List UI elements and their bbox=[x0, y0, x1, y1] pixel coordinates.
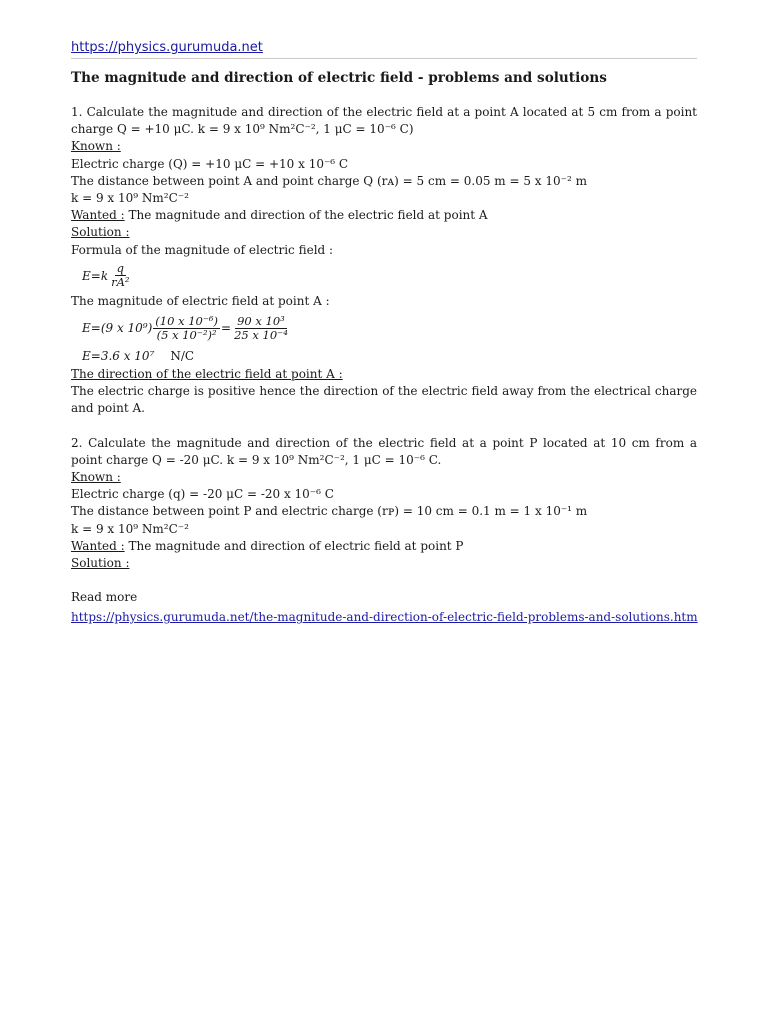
problem-1-magnitude-label: The magnitude of electric field at point A : bbox=[71, 293, 330, 308]
eq1-lhs: E=k bbox=[82, 268, 109, 283]
equation-field-formula bbox=[71, 259, 697, 293]
problem-2-wanted-text: The magnitude and direction of electric field at point P bbox=[124, 538, 464, 553]
eq1-denominator: rA² bbox=[111, 275, 130, 290]
problem-1-wanted-label: Wanted : bbox=[71, 208, 125, 223]
problem-1-distance: The distance between point A and point charge Q (rᴀ) = 5 cm = 0.05 m = 5 x 10⁻² m bbox=[71, 173, 587, 188]
eq2-numerator-2: 90 x 10³ bbox=[237, 313, 285, 328]
problem-2-k: k = 9 x 10⁹ Nm²C⁻² bbox=[71, 521, 189, 536]
problem-1-formula-label: Formula of the magnitude of electric field : bbox=[71, 242, 334, 257]
document-page bbox=[71, 36, 697, 626]
problem-1-k: k = 9 x 10⁹ Nm²C⁻² bbox=[71, 191, 189, 206]
eq2-lhs: E=(9 x 10⁹) bbox=[82, 321, 153, 336]
read-more-label: Read more bbox=[71, 590, 138, 605]
eq2-denominator-2: 25 x 10⁻⁴ bbox=[234, 327, 288, 342]
problem-2-solution-label: Solution : bbox=[71, 556, 130, 571]
problem-2-wanted-label: Wanted : bbox=[71, 538, 125, 553]
header-divider bbox=[71, 58, 697, 59]
problem-1-question: 1. Calculate the magnitude and direction of the electric field at a point A located at 5 cm from a point charge Q = +10 μC. k = 9 x 10⁹ Nm²C⁻², 1 μC = 10⁻⁶ C) bbox=[71, 105, 697, 137]
eq1-fraction bbox=[109, 262, 131, 289]
read-more-link[interactable]: https://physics.gurumuda.net/the-magnitude-and-direction-of-electric-field-problems-and-solutions.htm bbox=[71, 610, 698, 625]
problem-2-distance: The distance between point P and electric charge (rᴘ) = 10 cm = 0.1 m = 1 x 10⁻¹ m bbox=[71, 504, 588, 519]
problem-2-charge: Electric charge (q) = -20 μC = -20 x 10⁻⁶ C bbox=[71, 487, 334, 502]
eq1-numerator: q bbox=[116, 261, 124, 276]
eq2-denominator-1: (5 x 10⁻²)² bbox=[156, 327, 217, 342]
problem-1-wanted bbox=[71, 207, 697, 224]
spacer bbox=[71, 418, 697, 435]
problem-2-known-label: Known : bbox=[71, 470, 121, 485]
eq3-unit: N/C bbox=[170, 349, 195, 364]
problem-1-direction-label: The direction of the electric field at point A : bbox=[71, 367, 343, 382]
page-title: The magnitude and direction of electric field - problems and solutions bbox=[71, 70, 607, 86]
problem-1-wanted-text: The magnitude and direction of the electric field at point A bbox=[124, 208, 488, 223]
eq2-numerator-1: (10 x 10⁻⁶) bbox=[155, 313, 219, 328]
eq2-fraction-2 bbox=[232, 315, 290, 342]
equation-substitution bbox=[71, 310, 697, 346]
eq2-fraction-1 bbox=[153, 315, 220, 342]
problem-1-known-label: Known : bbox=[71, 139, 121, 154]
problem-1-solution-label: Solution : bbox=[71, 225, 130, 240]
problem-2-question: 2. Calculate the magnitude and direction of the electric field at a point P located at 10 cm from a point charge Q = -20 μC. k = 9 x 10⁹ Nm²C⁻², 1 μC = 10⁻⁶ C. bbox=[71, 435, 697, 467]
spacer bbox=[71, 572, 697, 589]
problem-2-wanted bbox=[71, 538, 697, 555]
eq3-result: E=3.6 x 10⁷ bbox=[82, 349, 155, 364]
problem-1-direction-text: The electric charge is positive hence the direction of the electric field away from the electrical charge and point A. bbox=[71, 384, 697, 416]
eq2-equals: = bbox=[221, 321, 232, 336]
equation-result bbox=[71, 346, 697, 366]
site-url-link[interactable]: https://physics.gurumuda.net bbox=[71, 40, 263, 55]
problem-1-charge: Electric charge (Q) = +10 μC = +10 x 10⁻⁶ C bbox=[71, 156, 349, 171]
